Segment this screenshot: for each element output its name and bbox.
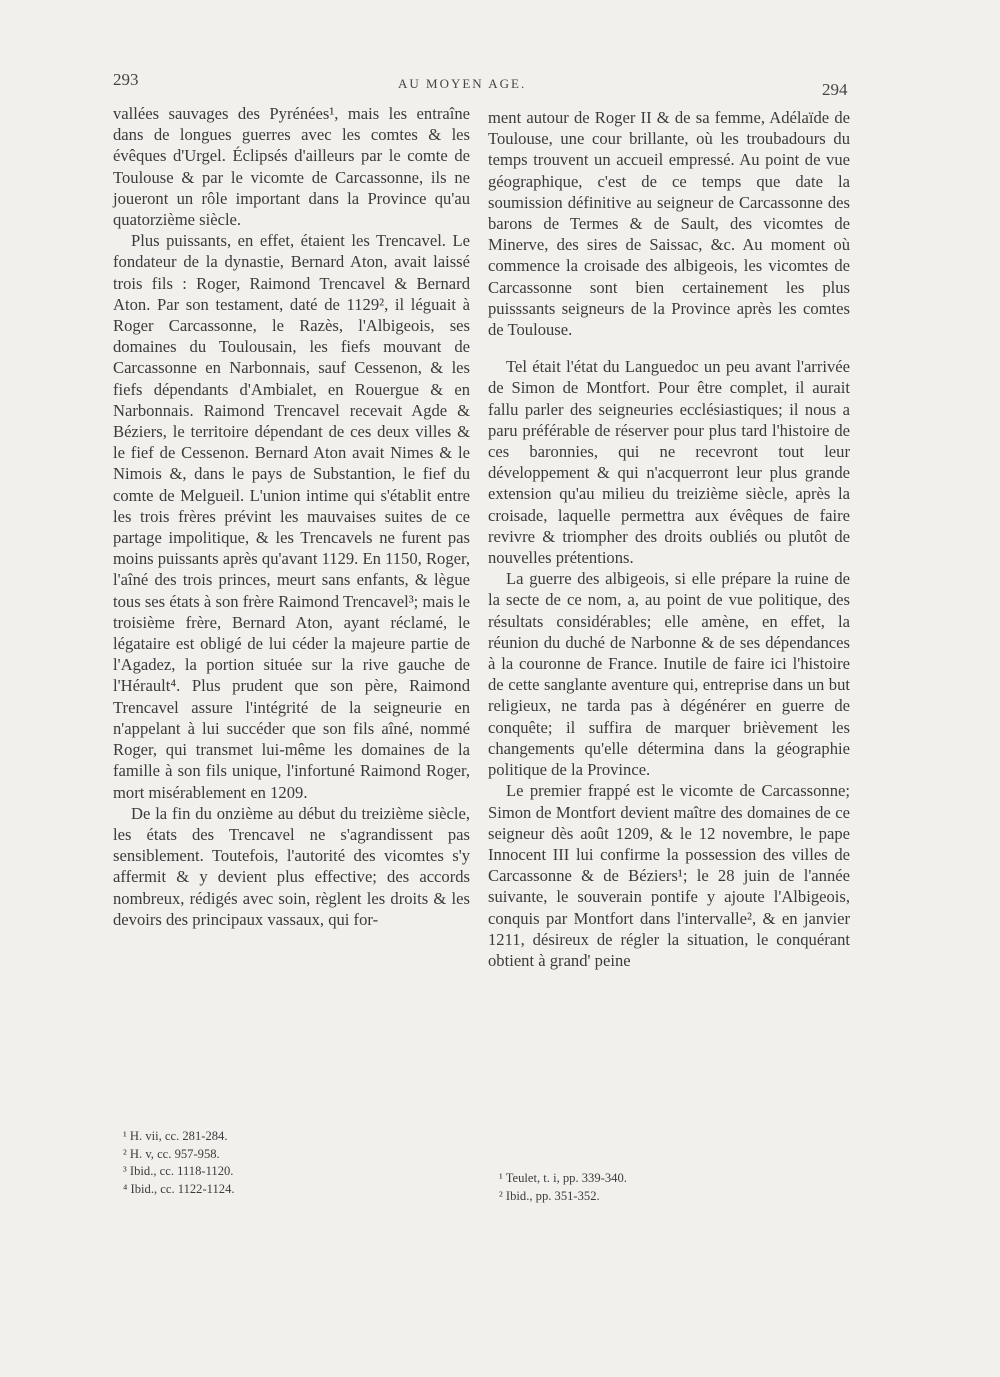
footnotes-left: [123, 1128, 235, 1198]
right-column: [488, 107, 850, 971]
left-column: [113, 103, 470, 930]
footnotes-right: [499, 1170, 627, 1205]
footnote: ¹ Teulet, t. i, pp. 339-340.: [499, 1171, 627, 1185]
footnote: ² Ibid., pp. 351-352.: [499, 1188, 600, 1203]
paragraph: Plus puissants, en effet, étaient les Trencavel. Le fondateur de la dynastie, Bernard Aton, avait laissé trois fils : Roger, Raimond Trencavel & Bernard Aton. Par son testament, daté de 1129², il léguait à Roger Carcassonne, le Razès, l'Albigeois, ses domaines du Toulousain, les fiefs mouvant de Carcassonne en Narbonnais, sauf Cessenon, & les fiefs dépendants d'Ambialet, en Rouergue & en Narbonnais. Raimond Trencavel recevait Agde & Béziers, le territoire dépendant de ces deux villes & le fief de Cessenon. Bernard Aton avait Nimes & le Nimois &, dans le pays de Substantion, le fief du comte de Melgueil. L'union intime qui s'établit entre les trois frères prévint les mauvaises suites de ce partage impolitique, & les Trencavels ne furent pas moins puissants après qu'avant 1129. En 1150, Roger, l'aîné des trois princes, meurt sans enfants, & lègue tous ses états à son frère Raimond Trencavel³; mais le troisième frère, Bernard Aton, ayant réclamé, le légataire est obligé de lui céder la majeure partie de l'Agadez, la portion située sur la rive gauche de l'Hérault⁴. Plus prudent que son père, Raimond Trencavel assure l'intégrité de la seigneurie en n'appelant à lui succéder que son fils aîné, nommé Roger, qui transmet lui-même les domaines de la famille à son fils unique, l'infortuné Raimond Roger, mort misérablement en 1209.: [113, 231, 470, 802]
paragraph: ment autour de Roger II & de sa femme, Adélaïde de Toulouse, une cour brillante, où les troubadours du temps trouvent un accueil empressé. Au point de vue géographique, c'est de ce temps que date la soumission définitive au seigneur de Carcassonne des barons de Termes & de Sault, des vicomtes de Minerve, des sires de Saissac, &c. Au moment où commence la croisade des albigeois, les vicomtes de Carcassonne sont bien certainement les plus puisssants seigneurs de la Province après les comtes de Toulouse.: [488, 108, 850, 340]
paragraph: La guerre des albigeois, si elle prépare la ruine de la secte de ce nom, a, au point de vue politique, des résultats considérables; elle amène, en effet, la réunion du duché de Narbonne & de ses dépendances à la couronne de France. Inutile de faire ici l'histoire de cette sanglante aventure qui, entreprise dans un but religieux, ne tarda pas à dégénérer en guerre de conquête; il suffira de marquer brièvement les changements qu'elle détermina dans la géographie politique de la Province.: [488, 569, 850, 780]
paragraph: Tel était l'état du Languedoc un peu avant l'arrivée de Simon de Montfort. Pour être complet, il aurait fallu parler des seigneuries ecclésiastiques; il nous a paru préférable de réserver pour plus tard l'histoire de ces baronnies, qui ne recevront tout leur développement & qui n'acquerront leur plus grande extension qu'au milieu du treizième siècle, après la croisade, laquelle permettra aux évêques de faire revivre & triompher des droits oubliés ou plutôt de nouvelles prétentions.: [488, 357, 850, 568]
page-number-right: 294: [822, 80, 848, 99]
footnote: ² H. v, cc. 957-958.: [123, 1146, 220, 1161]
paragraph: Le premier frappé est le vicomte de Carcassonne; Simon de Montfort devient maître des domaines de ce seigneur dès août 1209, & le 12 novembre, le pape Innocent III lui confirme la possession des villes de Carcassonne & de Béziers¹; le 28 juin de l'année suivante, le souverain pontife y ajoute l'Albigeois, conquis par Montfort dans l'intervalle², & en janvier 1211, désireux de régler la situation, le conquérant obtient à grand' peine: [488, 781, 850, 970]
paragraph: vallées sauvages des Pyrénées¹, mais les entraîne dans de longues guerres avec les comtes & les évêques d'Urgel. Éclipsés d'ailleurs par le comte de Toulouse & par le vicomte de Carcassonne, ils ne joueront un rôle important dans la Province qu'au quatorzième siècle.: [113, 104, 470, 230]
paragraph: De la fin du onzième au début du treizième siècle, les états des Trencavel ne s'agrandissent pas sensiblement. Toutefois, l'autorité des vicomtes s'y affermit & y devient plus effective; des accords nombreux, rédigés avec soin, règlent les droits & les devoirs des principaux vassaux, qui for-: [113, 803, 470, 929]
footnote: ⁴ Ibid., cc. 1122-1124.: [123, 1181, 235, 1196]
page-number-left: 293: [113, 70, 139, 89]
footnote: ¹ H. vii, cc. 281-284.: [123, 1129, 228, 1143]
footnote: ³ Ibid., cc. 1118-1120.: [123, 1164, 234, 1178]
running-title: AU MOYEN AGE.: [398, 76, 527, 91]
